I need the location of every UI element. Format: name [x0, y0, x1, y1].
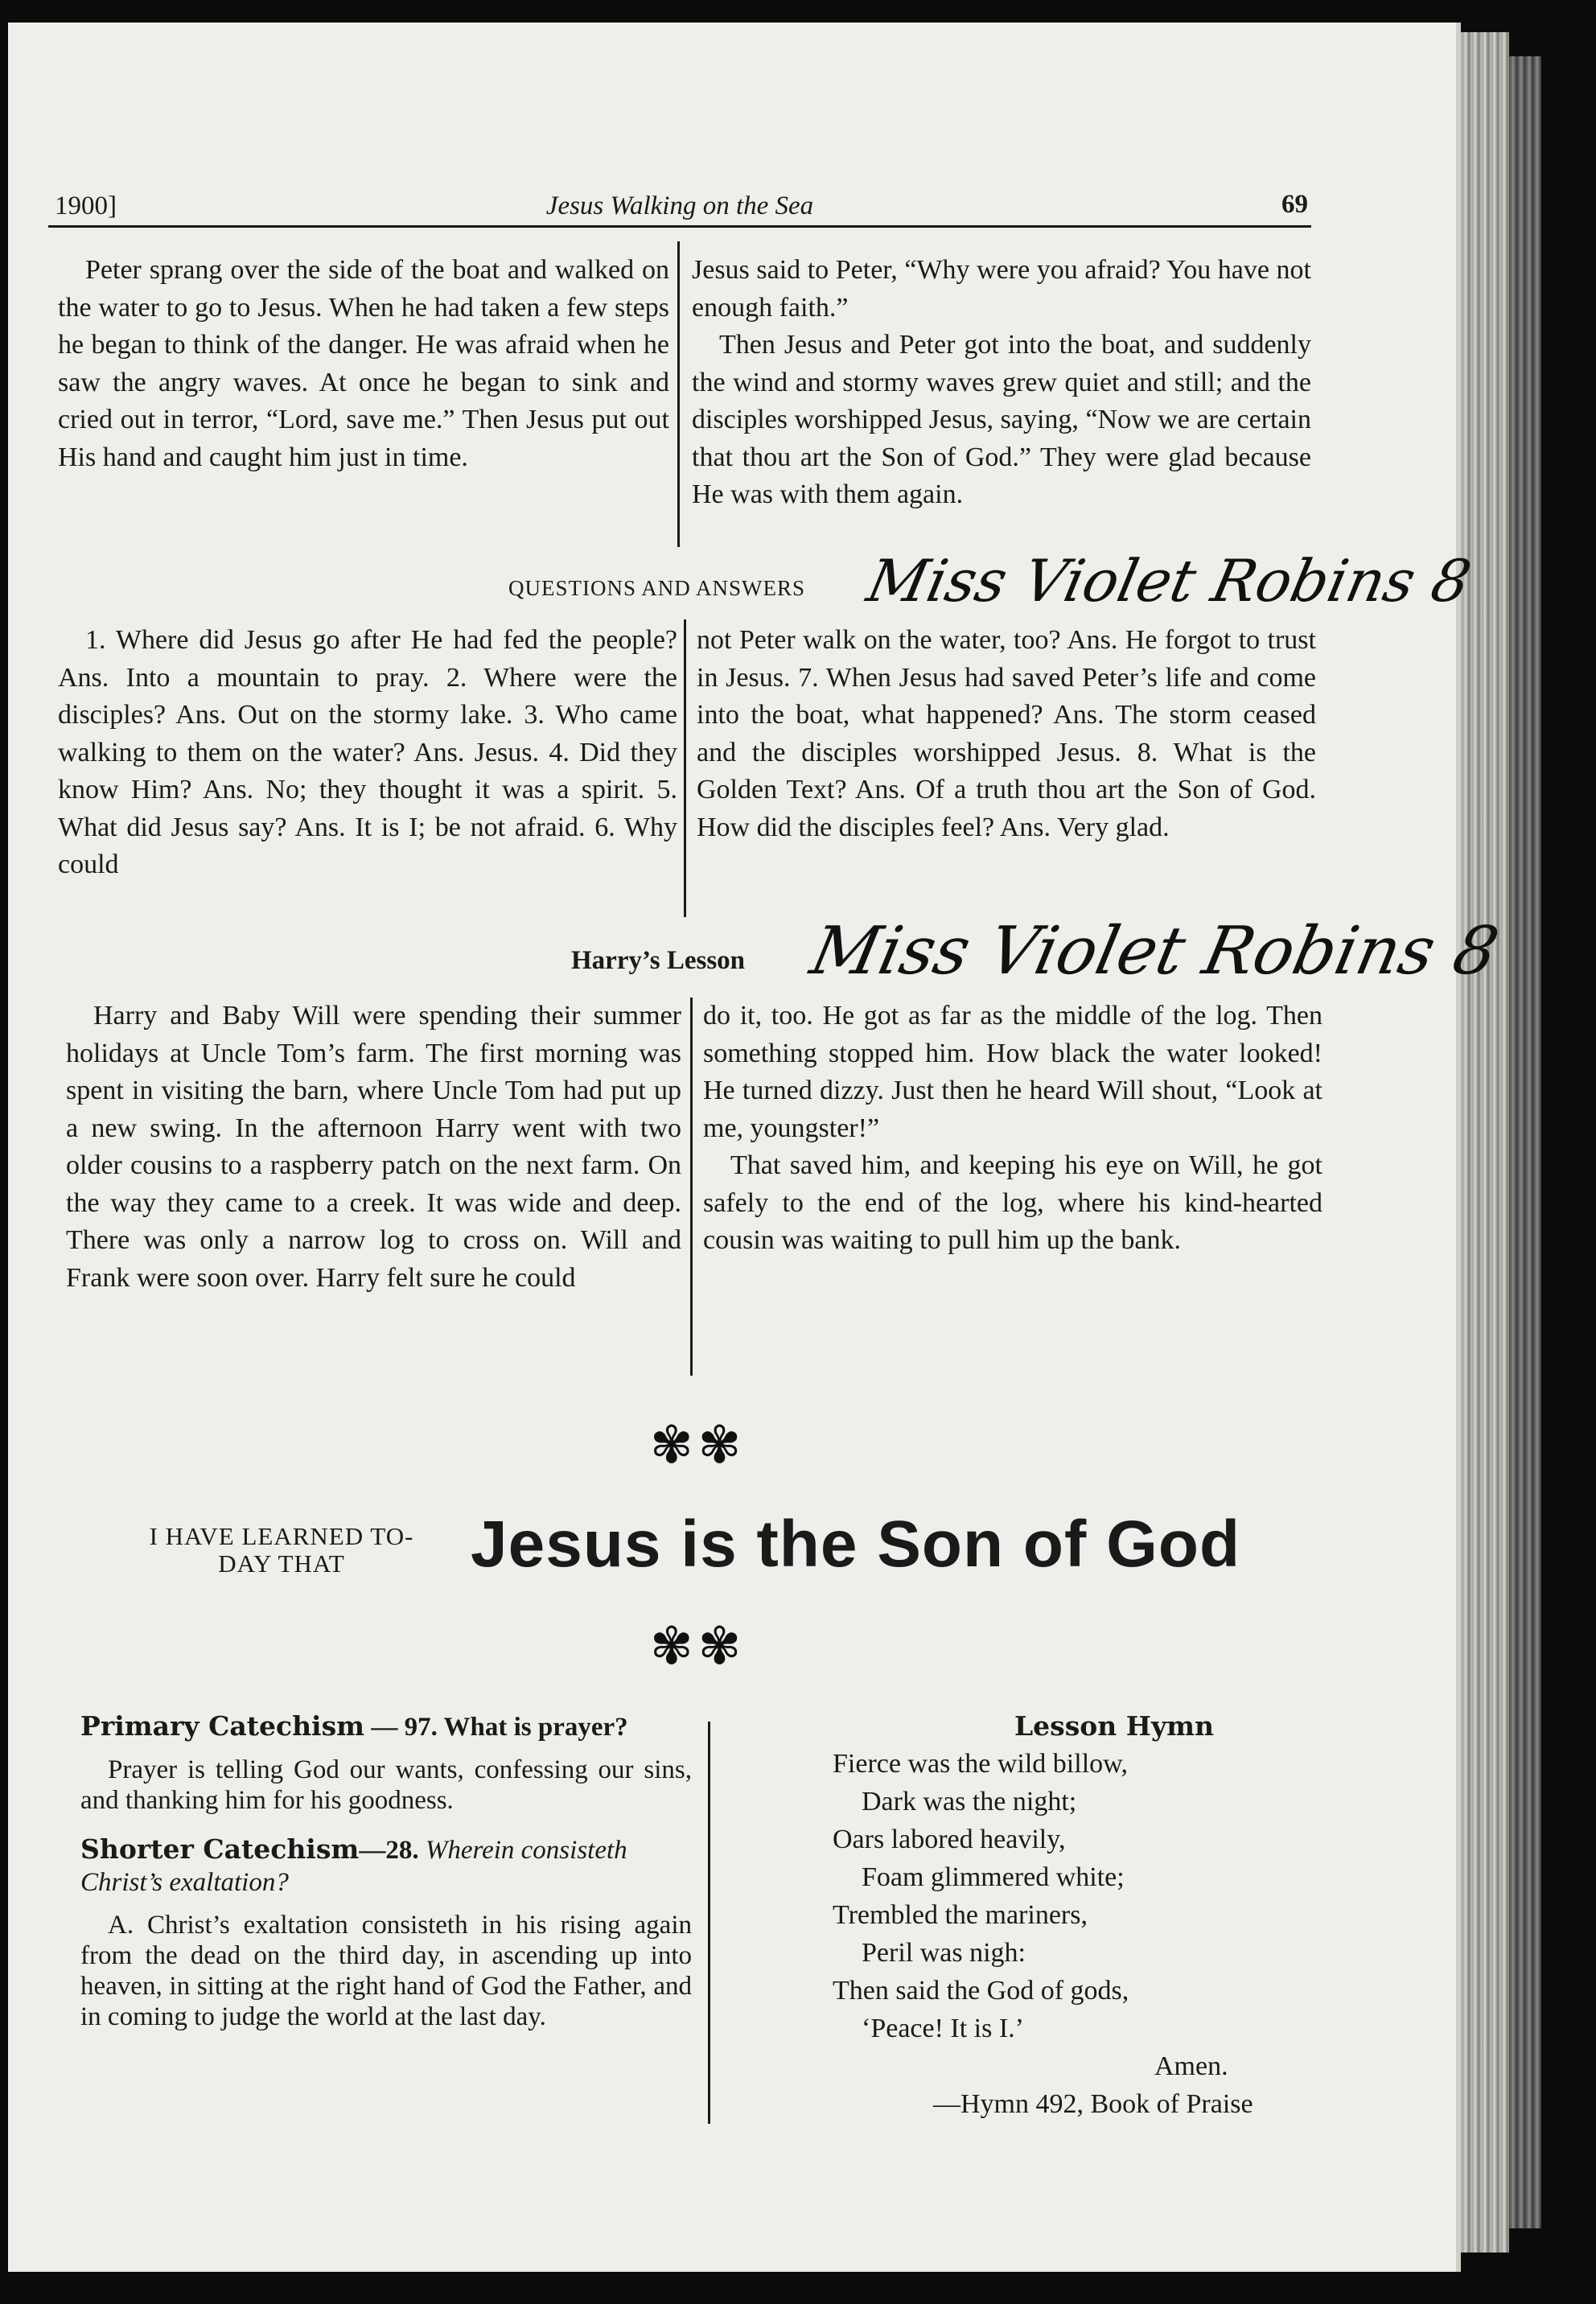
shorter-catechism-question-text: Wherein consisteth Christ’s exaltation? [80, 1836, 627, 1897]
qa-text: not Peter walk on the water, too? Ans. He forgot to trust in Jesus. 7. When Jesus had saved Peter’s life and come into the boat, what happened? Ans. The storm ceased and the disciples worshipped Jesus. 8. What is the Golden Text? Ans. Of a truth thou art the Son of God. How did the disciples feel? Ans. Very glad. [697, 625, 1316, 842]
story-paragraph: Then Jesus and Peter got into the boat, and suddenly the wind and stormy waves grew quiet and still; and the disciples worshipped Jesus, saying, “Now we are certain that thou art the Son of God.” They were glad because He was with them again. [692, 330, 1311, 509]
hymn-line: Trembled the mariners, [833, 1900, 1088, 1930]
running-head-title: Jesus Walking on the Sea [545, 191, 814, 220]
hymn-line: Dark was the night; [862, 1787, 1077, 1816]
hymn-line: Then said the God of gods, [833, 1976, 1129, 2006]
column-rule [677, 241, 680, 547]
book-cover-edge [1509, 56, 1541, 2228]
shorter-catechism-number: —28. [359, 1836, 419, 1865]
harry-paragraph: do it, too. He got as far as the middle of the log. Then something stopped him. How black the water looked! He turned dizzy. Just then he heard Will shout, “Look at me, youngster!” [703, 1001, 1322, 1143]
hymn-amen: Amen. [1154, 2051, 1228, 2081]
story-column-right [692, 252, 1311, 514]
primary-catechism-label: Primary Catechism [80, 1710, 365, 1742]
qa-column-right [697, 622, 1316, 846]
qa-heading: QUESTIONS AND ANSWERS [508, 576, 806, 600]
fleuron-ornament: ✾✾ [650, 1417, 747, 1474]
story-column-left [58, 252, 669, 476]
page-number: 69 [1281, 190, 1308, 219]
column-rule [708, 1722, 710, 2124]
hymn-line: Oars labored heavily, [833, 1825, 1066, 1854]
primary-catechism-answer: Prayer is telling God our wants, confessing our sins, and thanking him for his goodness. [80, 1755, 692, 1815]
hymn-line: Foam glimmered white; [862, 1862, 1125, 1892]
shorter-catechism-question [80, 1833, 692, 1899]
harry-paragraph: Harry and Baby Will were spending their summer holidays at Uncle Tom’s farm. The first morning was spent in visiting the barn, where Uncle Tom had put up a new swing. In the afternoon Harry went with two older cousins to a raspberry patch on the next farm. On the way they came to a creek. It was wide and deep. There was only a narrow log to cross on. Will and Frank were soon over. Harry felt sure he could [66, 1001, 681, 1293]
hymn-line: Peril was nigh: [862, 1938, 1026, 1968]
learned-statement: Jesus is the Son of God [471, 1508, 1241, 1581]
column-rule [684, 619, 686, 917]
primary-catechism-question-text: — 97. What is prayer? [371, 1713, 628, 1742]
running-head [48, 185, 1311, 228]
harry-heading: Harry’s Lesson [571, 946, 746, 975]
page-edges [1453, 32, 1509, 2253]
harry-paragraph: That saved him, and keeping his eye on Will, he got safely to the end of the log, where his kind-hearted cousin was waiting to pull him up the bank. [703, 1150, 1322, 1255]
running-head-year: 1900] [55, 191, 117, 220]
hymn-line: ‘Peace! It is I.’ [862, 2014, 1025, 2043]
harry-column-left [66, 998, 681, 1297]
shorter-catechism-label: Shorter Catechism [80, 1833, 360, 1865]
catechism-column [80, 1710, 692, 2032]
hymn-line: Fierce was the wild billow, [833, 1749, 1128, 1779]
hymn-heading: Lesson Hymn [1014, 1710, 1215, 1742]
handwritten-signature: Miss Violet Robins 8 [804, 913, 1505, 989]
handwritten-signature: Miss Violet Robins 8 [862, 547, 1477, 615]
shorter-catechism-answer: A. Christ’s exaltation consisteth in his rising again from the dead on the third day, in ascending up into heaven, in sitting at the right hand of God the Father, and in coming to judge the world at the last day. [80, 1911, 692, 2031]
story-paragraph: Jesus said to Peter, “Why were you afraid? You have not enough faith.” [692, 255, 1311, 323]
qa-column-left [58, 622, 677, 884]
column-rule [690, 998, 693, 1376]
qa-text: 1. Where did Jesus go after He had fed the people? Ans. Into a mountain to pray. 2. Where were the disciples? Ans. Out on the stormy lake. 3. Who came walking to them on the water? Ans. Jesus. 4. Did they know Him? Ans. No; they thought it was a spirit. 5. What did Jesus say? Ans. It is I; be not afraid. 6. Why could [58, 625, 677, 879]
hymn-source: —Hymn 492, Book of Praise [933, 2089, 1253, 2119]
lesson-hymn [833, 1707, 1347, 2123]
primary-catechism-question [80, 1710, 692, 1743]
story-paragraph: Peter sprang over the side of the boat and walked on the water to go to Jesus. When he had taken a few steps he began to think of the danger. He was afraid when he saw the angry waves. At once he began to sink and cried out in terror, “Lord, save me.” Then Jesus put out His hand and caught him just in time. [58, 255, 669, 472]
fleuron-ornament: ✾✾ [650, 1618, 747, 1675]
learned-label: I HAVE LEARNED TO-DAY THAT [149, 1522, 414, 1578]
harry-column-right [703, 998, 1322, 1260]
